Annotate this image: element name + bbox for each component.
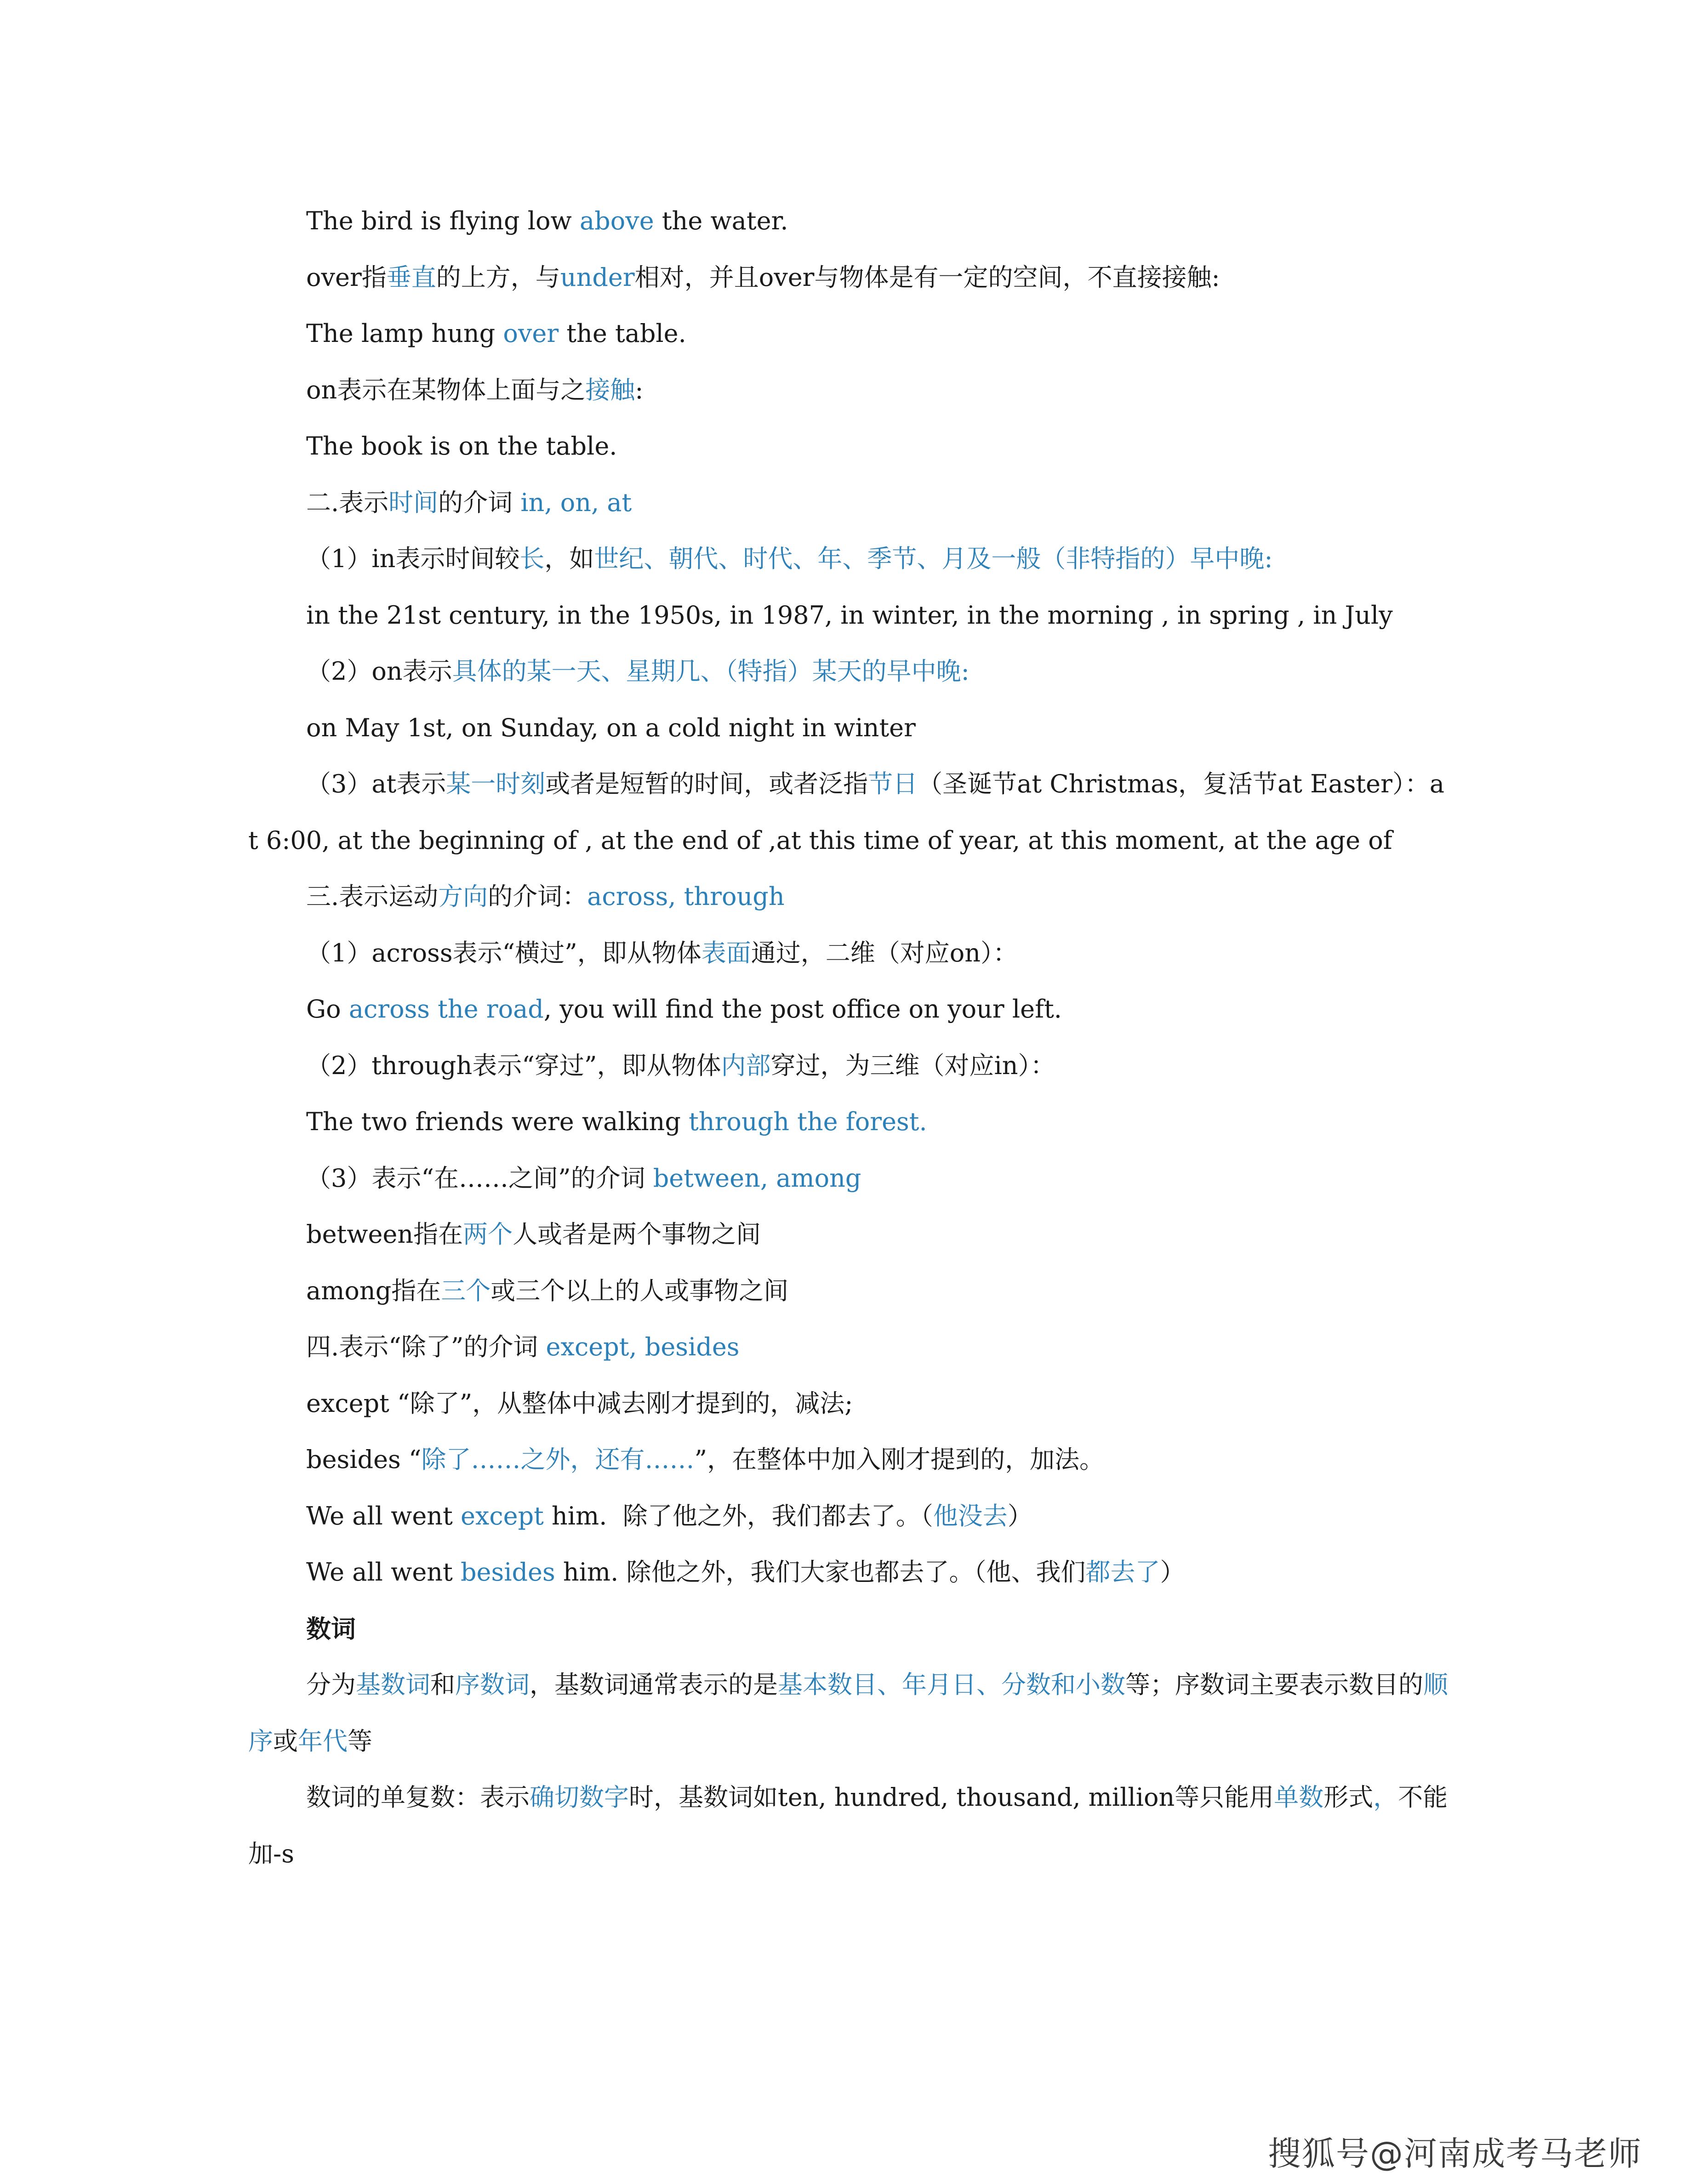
text-span: （2）through表示“穿过”，即从物体 [306,1051,721,1080]
text-span: 形式 [1323,1783,1374,1812]
highlighted-text: between, among [653,1163,861,1193]
text-span: on表示在某物体上面与之 [306,375,586,404]
text-span: except “除了”，从整体中减去刚才提到的，减法; [306,1388,853,1418]
highlighted-text: 基数词 [356,1670,430,1699]
text-line [248,362,1448,419]
text-span: ，如 [544,544,594,573]
highlighted-text: 接触 [585,375,635,404]
text-span: between指在 [306,1220,463,1249]
text-span: 数词的单复数：表示 [306,1783,530,1812]
text-span: 和 [430,1670,455,1699]
text-span: The book is on the table. [306,432,617,461]
text-line [248,1150,1448,1207]
highlighted-text: 顺序 [248,1670,1448,1756]
text-span: 三.表示运动 [306,882,439,911]
text-span: 相对，并且over与物体是有一定的空间，不直接接触: [634,262,1220,292]
text-span: 不能加-s [248,1783,1448,1868]
text-span: 分为 [306,1670,356,1699]
text-line [248,1769,1448,1882]
text-line [248,1038,1448,1094]
text-line [248,981,1448,1038]
highlighted-text: 世纪、朝代、时代、年、季节、月及一般（非特指的）早中晚: [594,544,1273,573]
text-span: among指在 [306,1276,441,1305]
text-line [248,869,1448,925]
text-line [248,1319,1448,1376]
highlighted-text: 垂直 [386,262,436,292]
highlighted-text: except, besides [546,1332,740,1361]
text-span: : [635,375,644,404]
highlighted-text: ， [1373,1783,1398,1812]
text-span: The lamp hung [306,319,503,348]
text-line [248,531,1448,587]
text-line [248,756,1448,869]
text-span: We all went [306,1558,461,1587]
highlighted-text: 某一时刻 [446,769,546,798]
text-line [248,475,1448,531]
text-line [248,1657,1448,1769]
text-line [248,418,1448,475]
text-span: The two friends were walking [306,1107,689,1136]
text-span: over指 [306,262,387,292]
text-span: ”，在整体中加入刚才提到的，加法。 [694,1445,1105,1474]
text-span: 穿过，为三维（对应in）： [770,1051,1055,1080]
text-span: ，基数词通常表示的是 [530,1670,778,1699]
text-span: 的介词： [488,882,587,911]
text-line [248,1601,1448,1657]
text-span: 的上方，与 [436,262,560,292]
text-span: 二.表示 [306,488,389,517]
text-line [248,925,1448,982]
text-line [248,250,1448,306]
text-span: him. 除了他之外，我们都去了。（ [543,1501,933,1530]
text-line [248,587,1448,644]
highlighted-text: across, through [587,882,785,911]
highlighted-text: through the forest. [689,1107,927,1136]
text-span: 等；序数词主要表示数目的 [1125,1670,1423,1699]
text-line [248,643,1448,700]
highlighted-text: 两个 [463,1220,513,1249]
text-span: （圣诞节at Christmas，复活节at Easter）：at 6:00, at the beginning of , at the end of ,at this time of year, at this moment, at the age of [248,769,1445,855]
highlighted-text: 他没去 [933,1501,1008,1530]
text-span: We all went [306,1501,461,1530]
highlighted-text: 除了……之外，还有…… [421,1445,695,1474]
text-span: （2）on表示 [306,657,452,686]
text-span: the water. [654,206,788,235]
text-span: 等 [348,1726,372,1756]
text-span: 通过，二维（对应on）： [751,938,1018,967]
text-span: , you will find the post office on your left. [543,995,1062,1024]
text-span: 人或者是两个事物之间 [513,1220,761,1249]
text-line [248,1488,1448,1545]
highlighted-text: 确切数字 [530,1783,629,1812]
text-span: ） [1007,1501,1032,1530]
highlighted-text: over [503,319,559,348]
highlighted-text: 都去了 [1085,1558,1160,1587]
highlighted-text: 长 [519,544,545,573]
text-span: The bird is flying low [306,206,580,235]
text-line [248,1544,1448,1601]
text-line [248,1263,1448,1320]
text-line [248,306,1448,362]
text-line [248,1206,1448,1263]
text-span: in the 21st century, in the 1950s, in 1987, in winter, in the morning , in spring , in July [306,600,1393,630]
document-body [248,193,1448,1882]
text-span: （1）in表示时间较 [306,544,520,573]
highlighted-text: 序数词 [455,1670,530,1699]
highlighted-text: 单数 [1274,1783,1324,1812]
text-line [248,193,1448,250]
text-span: besides “ [306,1445,422,1474]
text-span: ） [1160,1558,1185,1587]
text-span: Go [306,995,349,1024]
text-span: 数词 [306,1614,356,1644]
text-span: the table. [559,319,686,348]
text-span: 时，基数词如ten, hundred, thousand, million等只能用 [629,1783,1274,1812]
text-span: 或者是短暂的时间，或者泛指 [545,769,868,798]
text-line [248,700,1448,756]
text-span: （3）at表示 [306,769,446,798]
text-line [248,1376,1448,1432]
highlighted-text: across the road [348,995,544,1024]
highlighted-text: 表面 [701,938,751,967]
text-span: him. 除他之外，我们大家也都去了。（他、我们 [555,1558,1086,1587]
highlighted-text: 具体的某一天、星期几、（特指）某天的早中晚: [452,657,969,686]
highlighted-text: 时间 [388,488,439,517]
highlighted-text: besides [460,1558,555,1587]
highlighted-text: 基本数目、年月日、分数和小数 [778,1670,1125,1699]
text-span: 的介词 [438,488,521,517]
highlighted-text: 方向 [438,882,488,911]
text-span: （3）表示“在……之间”的介词 [306,1163,653,1193]
text-line [248,1094,1448,1150]
highlighted-text: 节日 [868,769,918,798]
text-span: 或三个以上的人或事物之间 [490,1276,789,1305]
text-span: （1）across表示“横过”，即从物体 [306,938,701,967]
highlighted-text: 三个 [441,1276,491,1305]
highlighted-text: under [560,262,635,292]
highlighted-text: 年代 [298,1726,348,1756]
highlighted-text: 内部 [721,1051,771,1080]
highlighted-text: in, on, at [520,488,632,517]
text-line [248,1432,1448,1488]
highlighted-text: except [460,1501,544,1530]
text-span: on May 1st, on Sunday, on a cold night in winter [306,713,916,742]
text-span: 四.表示“除了”的介词 [306,1332,546,1361]
watermark: 搜狐号@河南成考马老师 [1267,2134,1642,2173]
text-span: 或 [273,1726,298,1756]
highlighted-text: above [579,206,654,235]
